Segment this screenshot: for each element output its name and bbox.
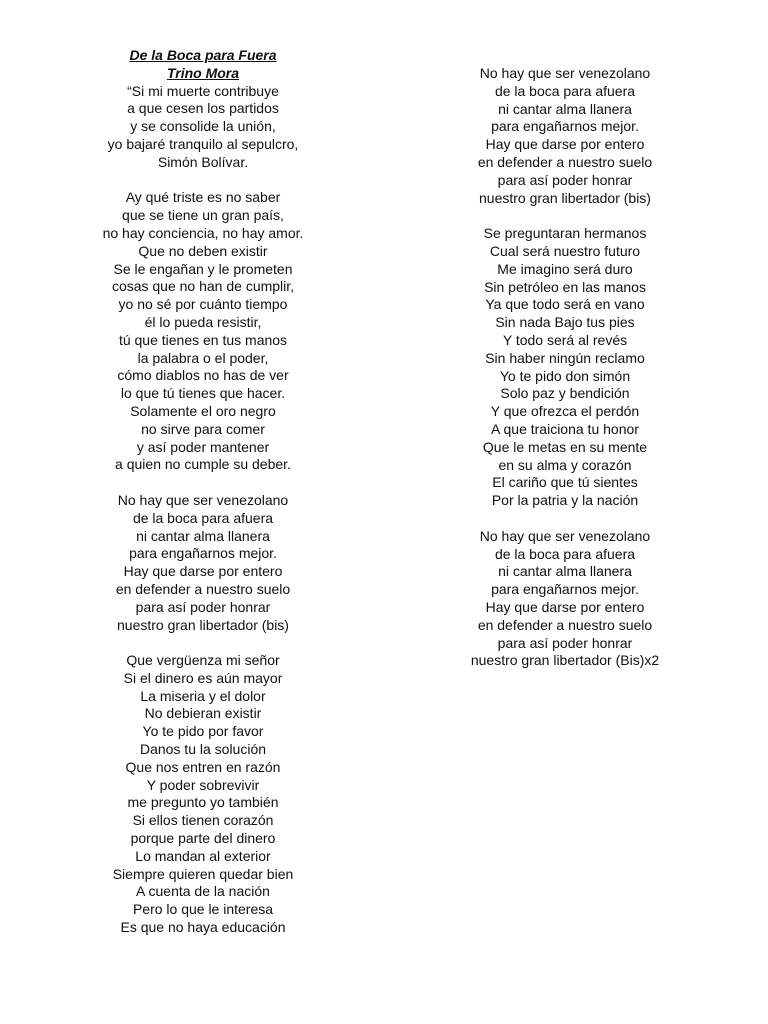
verse-line: de la boca para afuera [494,82,636,99]
verse-line: nuestro gran libertador (bis) [479,189,651,206]
verse-line: “Si mi muerte contribuye [127,82,279,99]
verse-line: Sin nada Bajo tus pies [495,314,635,331]
verse-line: Lo mandan al exterior [135,847,271,864]
verse-line: cómo diablos no has de ver [117,367,289,384]
song-author: Trino Mora [166,64,240,81]
stanza [78,189,328,474]
verse-line: nuestro gran libertador (bis) [117,616,289,633]
verse-line: El cariño que tú sientes [492,474,638,491]
verse-line: Por la patria y la nación [491,492,639,509]
verse-line: lo que tú tienes que hacer. [120,385,286,402]
verse-line: yo no sé por cuánto tiempo [118,296,288,313]
verse-line: no sirve para comer [141,420,265,437]
stanza [440,225,690,510]
verse-line: yo bajaré tranquilo al sepulcro, [107,135,299,152]
verse-line: y se consolide la unión, [130,118,276,135]
verse-line: para engañarnos mejor. [491,118,639,135]
verse-line: para así poder honrar [497,171,633,188]
verse-line: Que nos entren en razón [125,758,281,775]
stanza [78,83,328,172]
verse-line: Que le metas en su mente [482,438,648,455]
verse-line: Y poder sobrevivir [146,776,260,793]
verse-line: Y todo será al revés [502,331,628,348]
verse-line: porque parte del dinero [130,830,276,847]
verse-line: Si ellos tienen corazón [132,812,274,829]
verse-line: Ay qué triste es no saber [125,189,281,206]
verse-line: Que no deben existir [138,242,268,259]
verse-line: Danos tu la solución [139,741,267,758]
verse-line: Se preguntaran hermanos [483,225,647,242]
left-stanzas [78,83,328,937]
verse-line: No hay que ser venezolano [479,527,651,544]
verse-line: ni cantar alma llanera [498,100,632,117]
verse-line: Yo te pido don simón [499,367,631,384]
verse-line: Sin haber ningún reclamo [485,349,645,366]
verse-line: a quien no cumple su deber. [115,456,291,473]
verse-line: A que traiciona tu honor [491,420,639,437]
verse-line: para engañarnos mejor. [129,545,277,562]
left-column [78,47,328,937]
verse-line: No debieran existir [144,705,262,722]
verse-line: Hay que darse por entero [485,136,645,153]
verse-line: Cual será nuestro futuro [489,242,641,259]
stanza [78,492,328,634]
verse-line: No hay que ser venezolano [479,65,651,81]
stanza [78,652,328,937]
verse-line: en defender a nuestro suelo [115,580,291,597]
verse-line: la palabra o el poder, [137,349,269,366]
verse-line: A cuenta de la nación [136,883,270,900]
verse-line: a que cesen los partidos [127,100,279,117]
verse-line: en su alma y corazón [498,456,632,473]
verse-line: para así poder honrar [497,634,633,651]
verse-line: y así poder mantener [136,438,270,455]
verse-line: ni cantar alma llanera [136,527,270,544]
verse-line: Que vergüenza mi señor [126,652,280,669]
verse-line: Se le engañan y le prometen [113,260,293,277]
verse-line: ni cantar alma llanera [498,563,632,580]
verse-line: Y que ofrezca el perdón [490,403,640,420]
verse-line: para engañarnos mejor. [491,581,639,598]
verse-line: en defender a nuestro suelo [477,153,653,170]
verse-line: Si el dinero es aún mayor [123,669,283,686]
verse-line: él lo pueda resistir, [144,313,262,330]
verse-line: de la boca para afuera [132,509,274,526]
verse-line: no hay conciencia, no hay amor. [102,224,304,241]
verse-line: me pregunto yo también [127,794,279,811]
verse-line: Es que no haya educación [120,919,286,936]
verse-line: en defender a nuestro suelo [477,616,653,633]
verse-line: cosas que no han de cumplir, [111,278,295,295]
verse-line: tú que tienes en tus manos [118,331,288,348]
verse-line: Yo te pido por favor [142,723,264,740]
verse-line: Sin petróleo en las manos [484,278,646,295]
verse-line: Me imagino será duro [497,260,633,277]
verse-line: Hay que darse por entero [123,563,283,580]
verse-line: La miseria y el dolor [140,687,266,704]
verse-line: Solo paz y bendición [500,385,630,402]
verse-line: que se tiene un gran país, [122,207,284,224]
verse-line: Hay que darse por entero [485,598,645,615]
verse-line: No hay que ser venezolano [117,491,289,508]
verse-line: Pero lo que le interesa [132,901,274,918]
title-block [78,47,328,83]
verse-line: para así poder honrar [135,598,271,615]
verse-line: Simón Bolívar. [157,153,249,170]
stanza [440,65,690,207]
verse-line: nuestro gran libertador (Bis)x2 [470,652,660,669]
verse-line: Siempre quieren quedar bien [112,865,294,882]
right-stanzas [440,65,690,670]
verse-line: de la boca para afuera [494,545,636,562]
stanza [440,528,690,670]
verse-line: Solamente el oro negro [130,402,276,419]
right-column [440,65,690,670]
verse-line: Ya que todo será en vano [485,296,645,313]
song-title: De la Boca para Fuera [129,47,277,63]
